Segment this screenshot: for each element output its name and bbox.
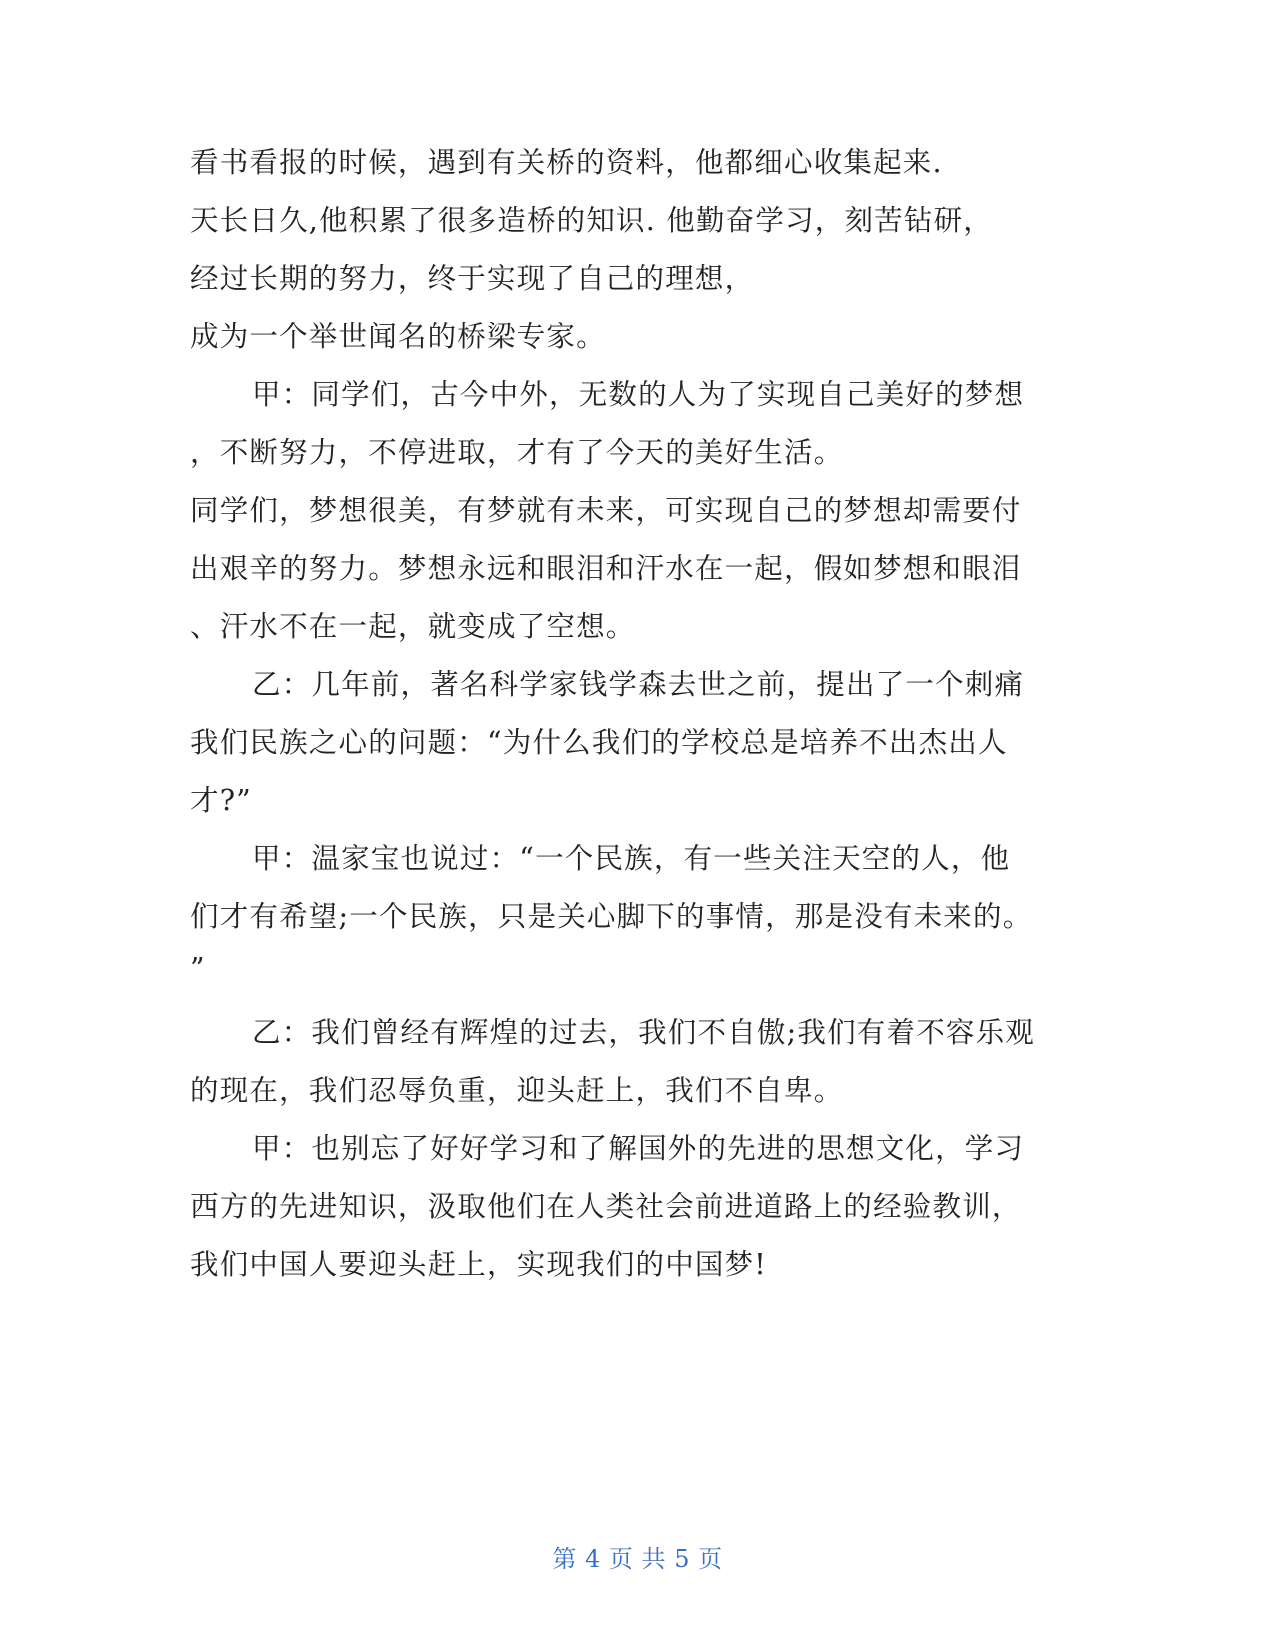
- text-line: ，不断努力，不停进取，才有了今天的美好生活。: [190, 436, 844, 469]
- text-line: 天长日久,他积累了很多造桥的知识. 他勤奋学习，刻苦钻研，: [190, 204, 993, 237]
- text-line: 同学们，梦想很美，有梦就有未来，可实现自己的梦想却需要付: [190, 494, 1022, 527]
- text-line: ”: [190, 952, 206, 985]
- text-line: 我们民族之心的问题：“为什么我们的学校总是培养不出杰出人: [190, 726, 1008, 759]
- text-line: 看书看报的时候，遇到有关桥的资料，他都细心收集起来.: [190, 146, 943, 179]
- text-line: 西方的先进知识，汲取他们在人类社会前进道路上的经验教训，: [190, 1190, 1022, 1223]
- text-line: 甲：也别忘了好好学习和了解国外的先进的思想文化，学习: [252, 1132, 1025, 1165]
- text-line: 我们中国人要迎头赶上，实现我们的中国梦!: [190, 1248, 767, 1281]
- text-line: 乙：几年前，著名科学家钱学森去世之前，提出了一个刺痛: [252, 668, 1025, 701]
- text-line: 才?”: [190, 784, 252, 817]
- text-line: 甲：温家宝也说过：“一个民族，有一些关注天空的人，他: [252, 842, 1011, 875]
- text-line: 经过长期的努力，终于实现了自己的理想，: [190, 262, 755, 295]
- text-line: 出艰辛的努力。梦想永远和眼泪和汗水在一起，假如梦想和眼泪: [190, 552, 1022, 585]
- text-line: 乙：我们曾经有辉煌的过去，我们不自傲;我们有着不容乐观: [252, 1016, 1036, 1049]
- text-line: 、汗水不在一起，就变成了空想。: [190, 610, 636, 643]
- text-line: 成为一个举世闻名的桥梁专家。: [190, 320, 606, 353]
- page-number-footer: 第 4 页 共 5 页: [552, 1545, 723, 1573]
- text-line: 们才有希望;一个民族，只是关心脚下的事情，那是没有未来的。: [190, 900, 1033, 933]
- text-line: 的现在，我们忍辱负重，迎头赶上，我们不自卑。: [190, 1074, 844, 1107]
- text-line: 甲：同学们，古今中外，无数的人为了实现自己美好的梦想: [252, 378, 1025, 411]
